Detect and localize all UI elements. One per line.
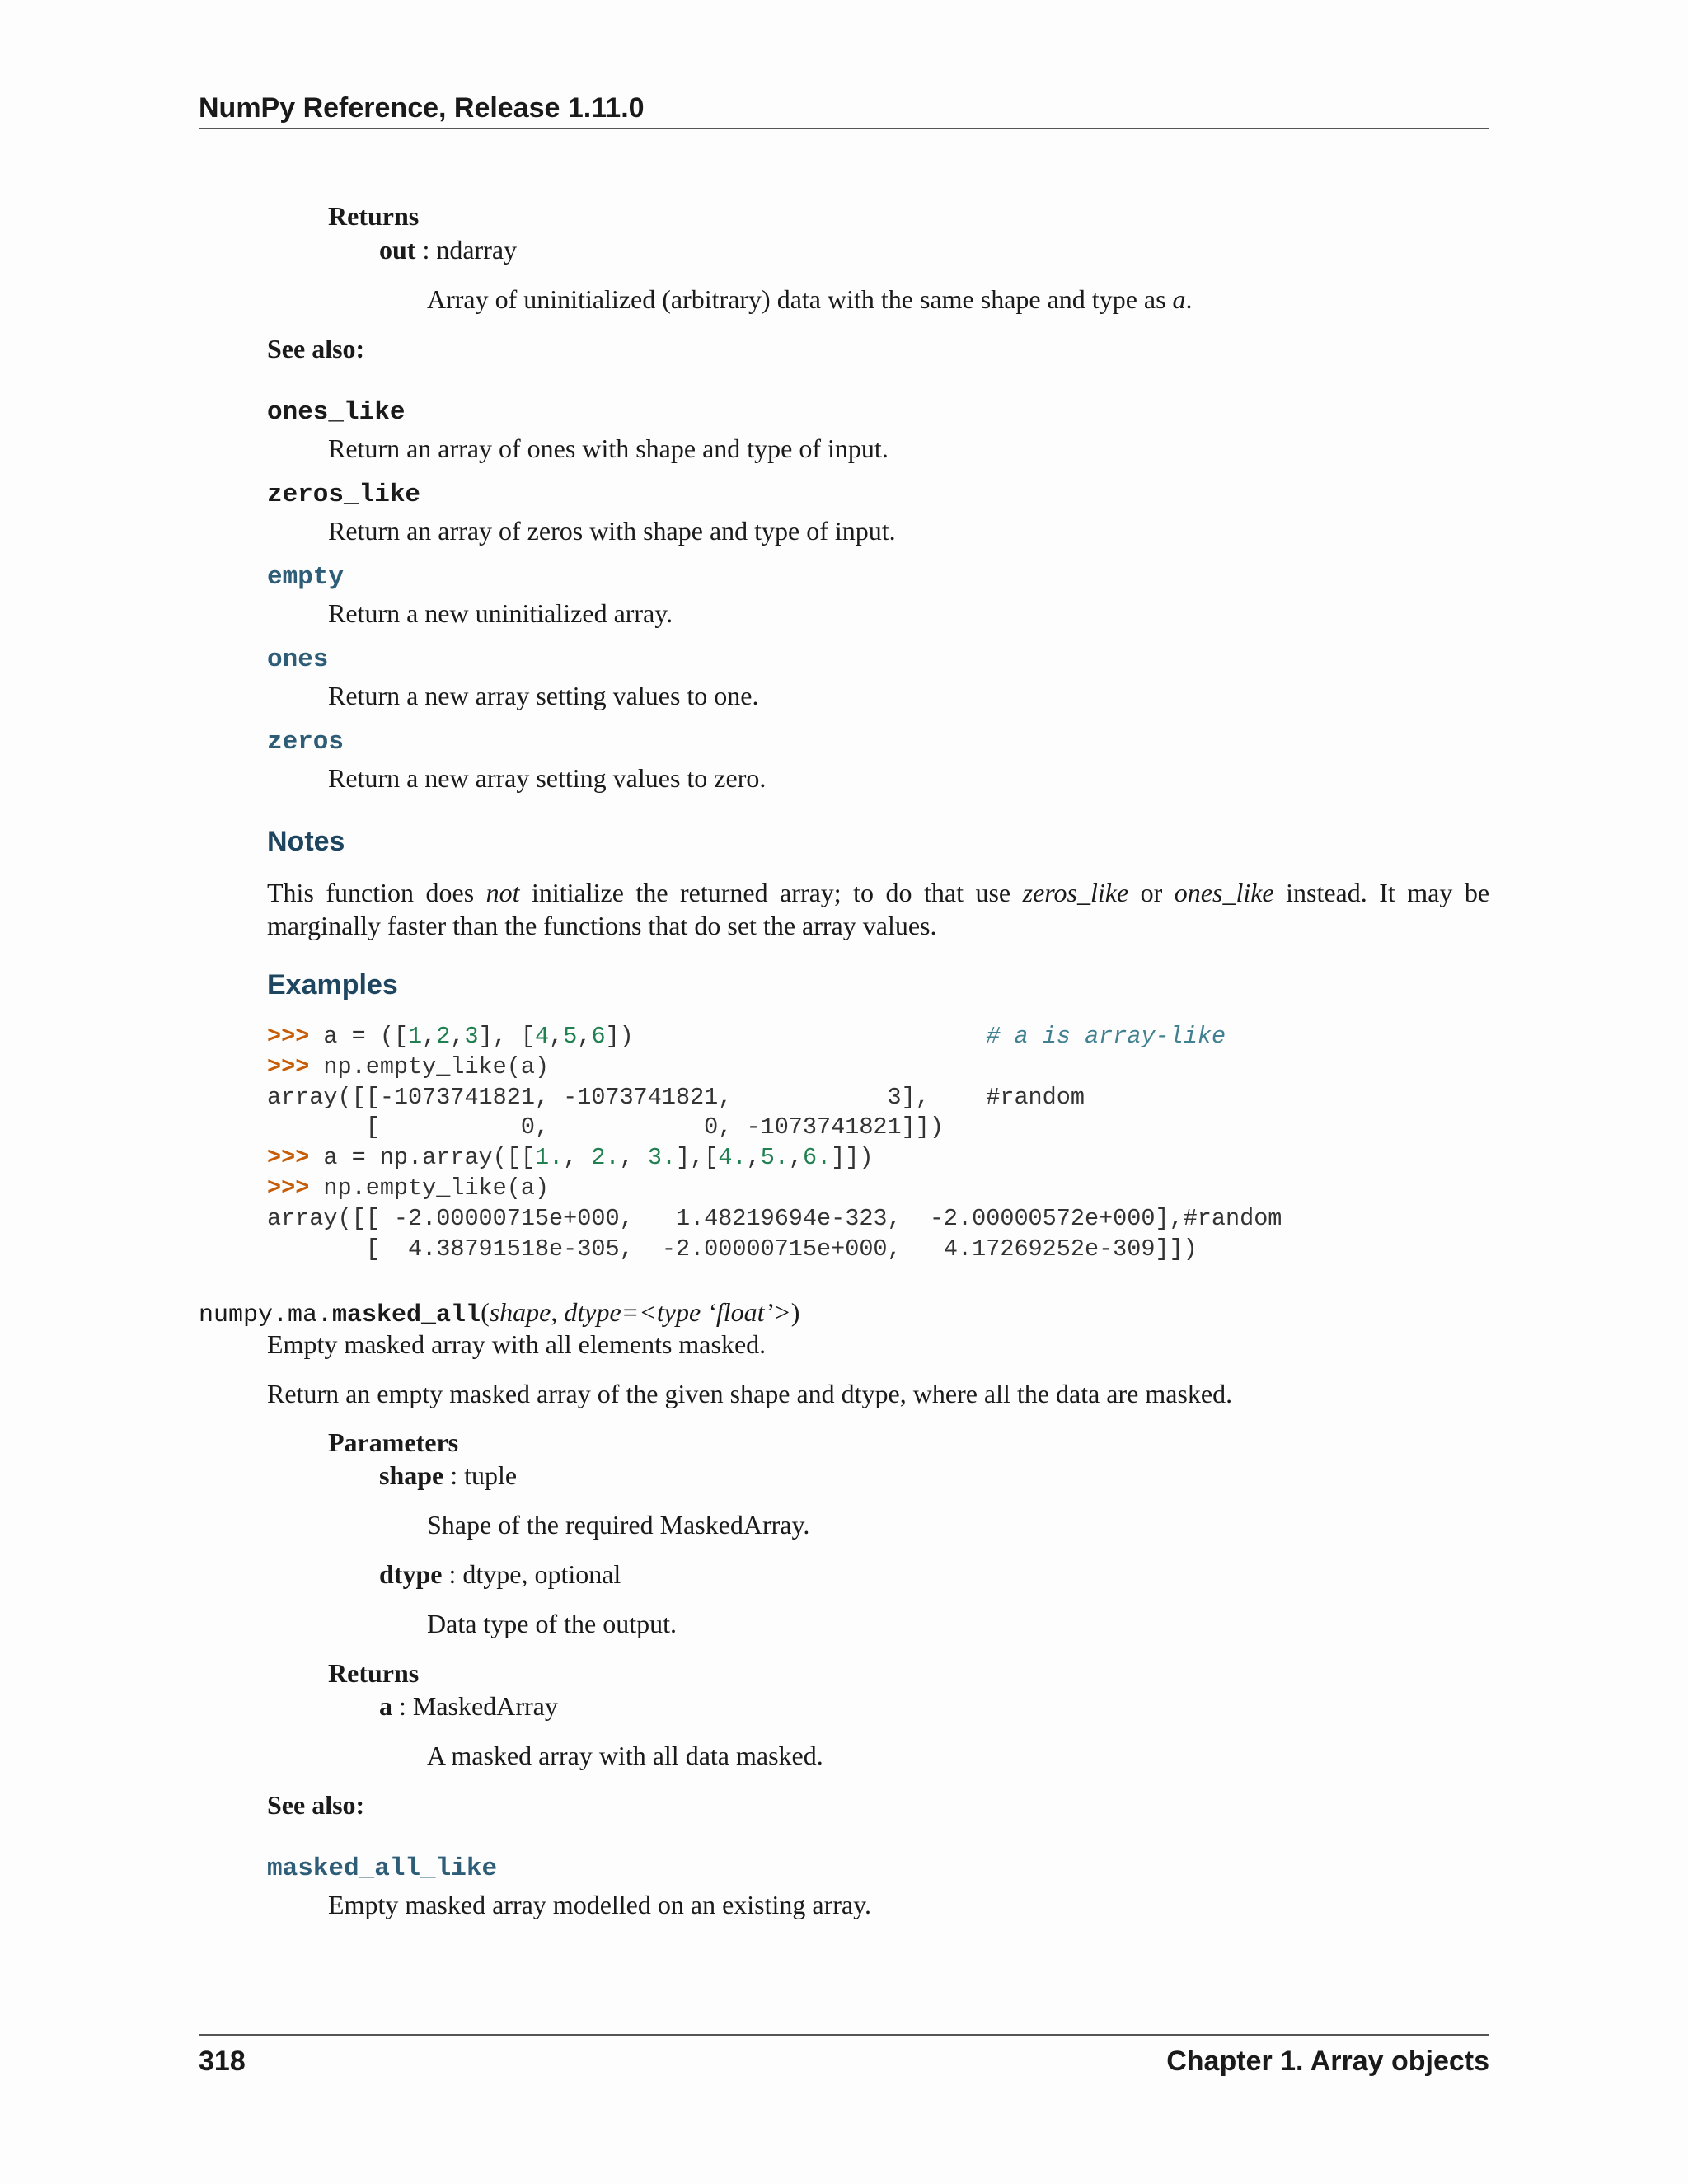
- code-number: 6: [591, 1023, 606, 1050]
- code-line: [ 4.38791518e-305, -2.00000715e+000, 4.17269252e-309]]): [267, 1235, 1198, 1263]
- return-separator: :: [415, 235, 437, 265]
- return-desc-end: .: [1185, 284, 1193, 314]
- see-also-desc: Return a new array setting values to one.: [328, 681, 759, 710]
- code-number: 1: [408, 1023, 423, 1050]
- see-also-desc: Return a new array setting values to zero.: [328, 763, 767, 793]
- return-desc-emphasis: a: [1172, 284, 1186, 314]
- function-description: Return an empty masked array of the given shape and dtype, where all the data are masked.: [267, 1379, 1233, 1408]
- notes-text: This function does: [267, 878, 486, 907]
- returns-label: Returns: [328, 201, 420, 231]
- code-number: 2: [436, 1023, 451, 1050]
- code-line: [ 0, 0, -1073741821]]): [267, 1113, 944, 1141]
- return-field: [379, 233, 517, 266]
- notes-emphasis: not: [485, 878, 520, 907]
- code-line: >>> a = np.array([[1., 2., 3.],[4.,5.,6.]]): [267, 1144, 874, 1172]
- code-number: 6.: [803, 1144, 832, 1172]
- function-signature: [199, 1296, 799, 1332]
- return-description: A masked array with all data masked.: [427, 1741, 823, 1770]
- examples-heading: Examples: [267, 969, 398, 1001]
- notes-text: initialize the returned array; to do that use: [519, 878, 1023, 907]
- code-number: 1.: [534, 1144, 564, 1172]
- code-number: 3.: [647, 1144, 677, 1172]
- signature-paren: ): [790, 1297, 800, 1327]
- chapter-title: Chapter 1. Array objects: [1166, 2046, 1489, 2077]
- see-also-zeros-link[interactable]: zeros: [267, 728, 345, 757]
- page-header: [199, 92, 1489, 129]
- code-number: 5: [563, 1023, 578, 1050]
- param-field: [379, 1459, 517, 1492]
- code-line: array([[ -2.00000715e+000, 1.48219694e-323, -2.00000572e+000],#random: [267, 1204, 1282, 1232]
- code-line: >>> a = ([1,2,3], [4,5,6]) # a is array-like: [267, 1023, 1226, 1050]
- see-also-ones-like: ones_like: [267, 398, 406, 427]
- header-title: NumPy Reference, Release 1.11.0: [199, 92, 645, 124]
- code-line: >>> np.empty_like(a): [267, 1174, 550, 1202]
- code-number: 5.: [760, 1144, 789, 1172]
- return-desc-text: Array of uninitialized (arbitrary) data with the same shape and type as: [427, 284, 1173, 314]
- see-also-label: See also:: [267, 334, 365, 363]
- code-line: array([[-1073741821, -1073741821, 3], #random: [267, 1083, 1085, 1111]
- parameters-label: Parameters: [328, 1427, 459, 1457]
- see-also-masked-all-like-link[interactable]: masked_all_like: [267, 1854, 498, 1883]
- return-name: a: [379, 1691, 392, 1721]
- param-name: shape: [379, 1460, 444, 1490]
- code-prompt: >>>: [267, 1174, 324, 1202]
- signature-comma: ,: [551, 1297, 565, 1327]
- code-number: 2.: [591, 1144, 620, 1172]
- signature-function-name: masked_all: [332, 1301, 481, 1329]
- param-separator: :: [442, 1559, 463, 1589]
- code-prompt: >>>: [267, 1023, 324, 1050]
- param-type: tuple: [464, 1460, 518, 1490]
- see-also-desc: Return a new uninitialized array.: [328, 598, 673, 628]
- code-number: 4.: [718, 1144, 747, 1172]
- code-comment: # a is array-like: [986, 1023, 1226, 1050]
- param-description: Data type of the output.: [427, 1609, 678, 1638]
- code-number: 4: [535, 1023, 550, 1050]
- function-summary: Empty masked array with all elements masked.: [267, 1329, 767, 1359]
- page-number: 318: [199, 2046, 246, 2077]
- see-also-desc: Empty masked array modelled on an existing array.: [328, 1890, 872, 1919]
- return-name: out: [379, 235, 416, 265]
- code-prompt: >>>: [267, 1144, 324, 1172]
- return-type: ndarray: [436, 235, 518, 265]
- code-line: >>> np.empty_like(a): [267, 1052, 550, 1080]
- see-also-zeros-like: zeros_like: [267, 480, 421, 509]
- return-field: [379, 1690, 558, 1722]
- notes-text: instead. It may be marginally faster than the functions that do set the array values.: [267, 878, 1490, 940]
- notes-heading: Notes: [267, 826, 345, 857]
- notes-text: or: [1128, 878, 1175, 907]
- see-also-desc: Return an array of ones with shape and type of input.: [328, 434, 889, 463]
- param-field: [379, 1558, 621, 1591]
- param-separator: :: [443, 1460, 465, 1490]
- returns-label: Returns: [328, 1658, 420, 1688]
- code-prompt: >>>: [267, 1052, 324, 1080]
- return-separator: :: [392, 1691, 413, 1721]
- notes-paragraph: [267, 876, 1489, 942]
- signature-param: shape: [489, 1297, 551, 1327]
- see-also-empty-link[interactable]: empty: [267, 563, 345, 592]
- notes-emphasis: ones_like: [1174, 878, 1274, 907]
- code-example: [267, 1022, 1282, 1264]
- page-footer: [199, 2034, 1489, 2078]
- see-also-ones-link[interactable]: ones: [267, 645, 329, 674]
- signature-param: dtype=<type ‘float’>: [564, 1297, 791, 1327]
- see-also-desc: Return an array of zeros with shape and type of input.: [328, 516, 896, 546]
- see-also-label: See also:: [267, 1790, 365, 1820]
- notes-emphasis: zeros_like: [1022, 878, 1129, 907]
- signature-module: numpy.ma.: [199, 1301, 333, 1329]
- param-name: dtype: [379, 1559, 443, 1589]
- signature-paren: (: [481, 1297, 490, 1327]
- return-description: [427, 283, 1193, 316]
- return-type: MaskedArray: [412, 1691, 558, 1721]
- param-type: dtype, optional: [462, 1559, 621, 1589]
- param-description: Shape of the required MaskedArray.: [427, 1510, 810, 1540]
- code-number: 3: [464, 1023, 479, 1050]
